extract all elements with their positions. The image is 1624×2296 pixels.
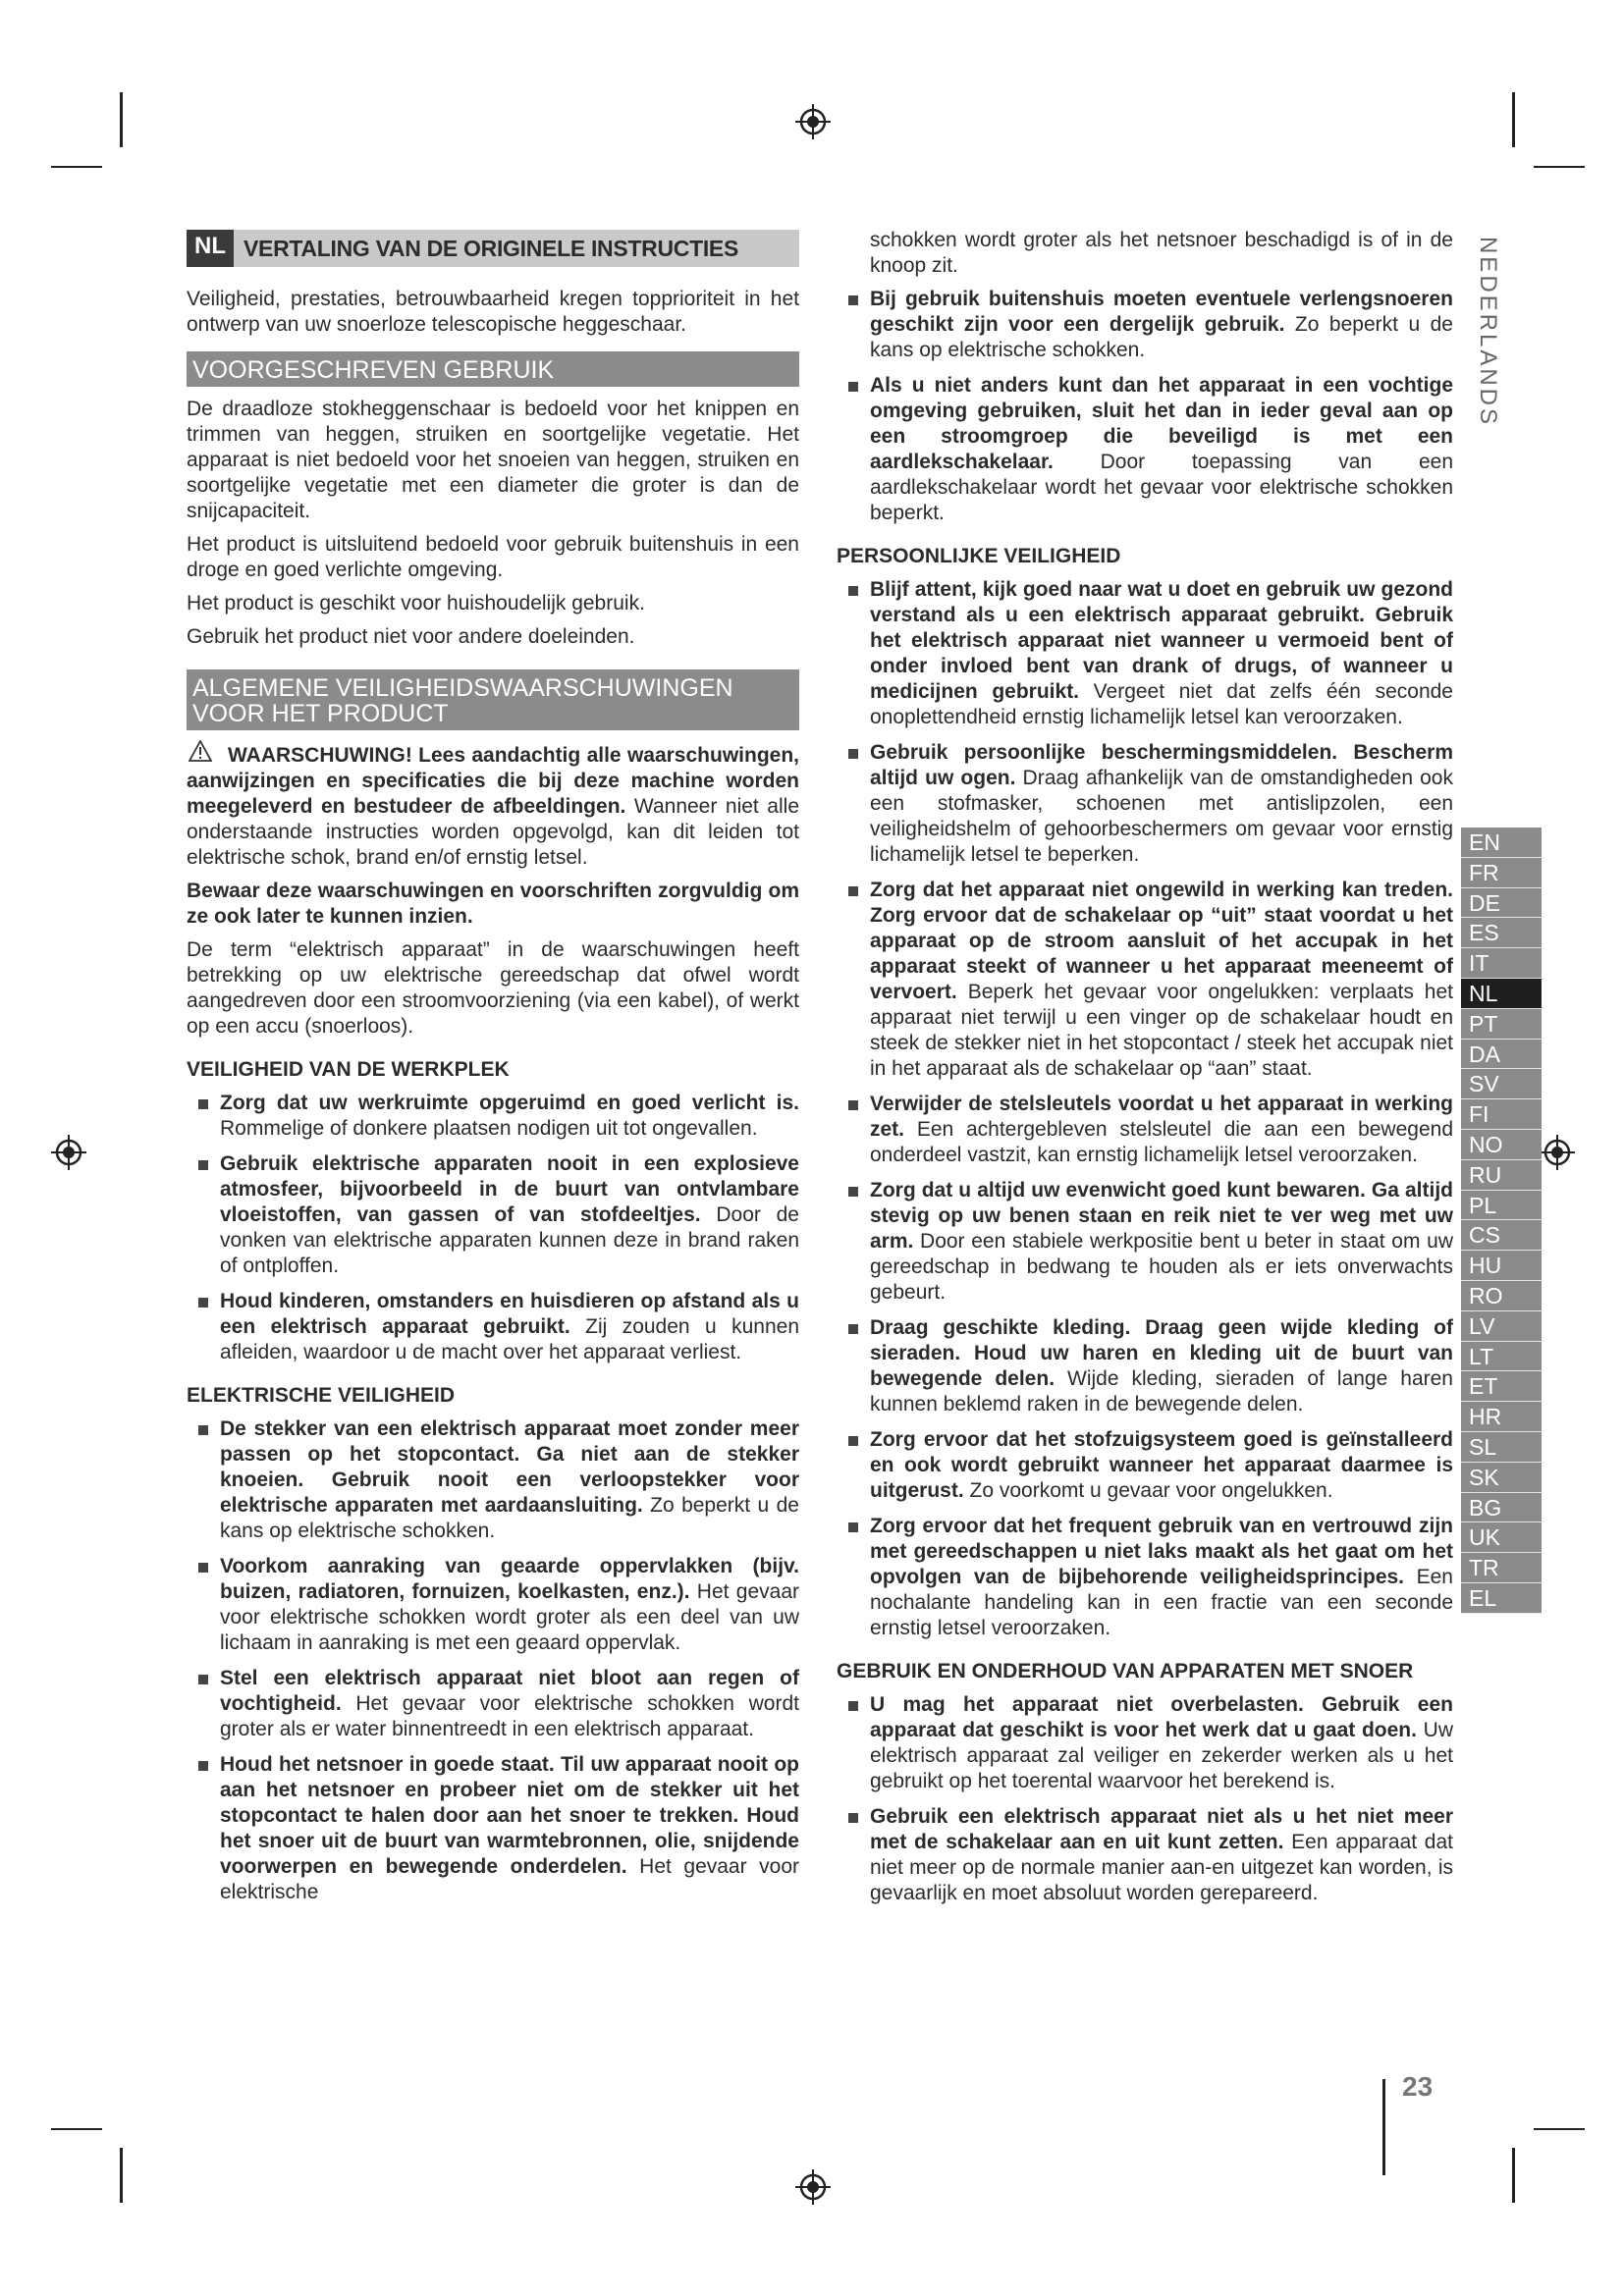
tab-uk[interactable]: UK (1461, 1522, 1542, 1553)
list-item-bold: Gebruik persoonlijke beschermingsmiddelen. Bescherm altijd uw ogen. (870, 741, 1453, 789)
registration-mark-icon (793, 102, 833, 141)
list-item-text: Draag afhankelijk van de omstandigheden ook een stofmasker, schoenen met antislipzolen, een veiligheidshelm of gehoorbeschermers om gevaar voor ernstig lichamelijk letsel te beperken. (870, 767, 1453, 866)
list-item-text: Rommelige of donkere plaatsen nodigen uit tot ongevallen. (220, 1117, 758, 1140)
tab-tr[interactable]: TR (1461, 1553, 1542, 1583)
left-column (187, 230, 799, 1915)
tab-hr[interactable]: HR (1461, 1402, 1542, 1432)
page-number-divider (1382, 2079, 1385, 2175)
tab-it[interactable]: IT (1461, 948, 1542, 979)
list-item-bold: Houd het netsnoer in goede staat. Til uw apparaat nooit op aan het netsnoer en probeer niet om de stekker uit het stopcontact te halen door aan het snoer te trekken. Houd het snoer uit de buurt van warmtebronnen, olie, snijdende voorwerpen en bewegende onderdelen. (220, 1753, 799, 1878)
use-paragraph: Het product is uitsluitend bedoeld voor gebruik buitenshuis in een droge en goed verlichte omgeving. (187, 533, 799, 581)
list-item-text: Uw elektrisch apparaat zal veiliger en zekerder werken als u het gebruikt op het toerental waarvoor het berekend is. (870, 1719, 1453, 1792)
list-item (870, 1804, 1453, 1906)
tab-fi[interactable]: FI (1461, 1099, 1542, 1130)
tab-hu[interactable]: HU (1461, 1251, 1542, 1281)
list-item-text: Het gevaar voor elektrische (220, 1855, 800, 1903)
tab-en[interactable]: EN (1461, 828, 1542, 858)
list-item-bold: Bij gebruik buitenshuis moeten eventuele verlengsnoeren geschikt zijn voor een dergelijk gebruik. (870, 288, 1453, 336)
tab-sl[interactable]: SL (1461, 1432, 1542, 1463)
tab-sk[interactable]: SK (1461, 1463, 1542, 1493)
list-item-text: Door toepassing van een aardlekschakelaar wordt het gevaar voor elektrische schokken beperkt. (870, 451, 1453, 524)
tab-cs[interactable]: CS (1461, 1220, 1542, 1251)
list-item-text: Vergeet niet dat zelfs één seconde onoplettendheid ernstig lichamelijk letsel kan veroorzaken. (870, 680, 1453, 728)
list-item (870, 878, 1453, 1082)
tab-lt[interactable]: LT (1461, 1342, 1542, 1372)
list-item-bold: Zorg ervoor dat het frequent gebruik van en vertrouwd zijn met gereedschappen u niet laks maakt als het gaat om het opvolgen van de bijbehorende veiligheidsprincipes. (870, 1515, 1453, 1588)
term-definition: De term “elektrisch apparaat” in de waarschuwingen heeft betrekking op uw elektrische gereedschap dat ofwel wordt aangedreven door een stroomvoorziening (via een kabel), of werkt op een accu (snoerloos). (187, 938, 799, 1038)
tab-pl[interactable]: PL (1461, 1191, 1542, 1221)
crop-mark (120, 92, 123, 147)
list-item-bold: Gebruik elektrische apparaten nooit in een explosieve atmosfeer, bijvoorbeeld in de buurt van ontvlambare vloeistoffen, van gassen of van stofdeeltjes. (220, 1152, 799, 1226)
list-item-text: Zij zouden u kunnen afleiden, waardoor u de macht over het apparaat verliest. (220, 1315, 799, 1363)
side-language-label (1471, 234, 1504, 430)
registration-mark-icon (49, 1133, 88, 1172)
tab-bg[interactable]: BG (1461, 1493, 1542, 1523)
list-item-bold: Stel een elektrisch apparaat niet bloot aan regen of vochtigheid. (220, 1667, 799, 1715)
list-item (870, 577, 1453, 730)
tab-el[interactable]: EL (1461, 1583, 1542, 1614)
list-item-text: Het gevaar voor elektrische schokken wordt groter als er water binnentreedt in een elektrisch apparaat. (220, 1692, 799, 1740)
list-item-bold: Zorg ervoor dat het stofzuigsysteem goed is geïnstalleerd en ook wordt gebruikt wanneer het apparaat daarmee is uitgerust. (870, 1428, 1453, 1502)
tab-lv[interactable]: LV (1461, 1311, 1542, 1342)
crop-mark (1534, 2128, 1585, 2130)
side-language-label-text: NEDERLANDS (1475, 236, 1501, 428)
list-item (870, 1427, 1453, 1504)
crop-mark (1512, 2148, 1515, 2203)
list-item (870, 1315, 1453, 1417)
warning-paragraph (187, 740, 799, 871)
list-item-bold: Voorkom aanraking van geaarde oppervlakken (bijv. buizen, radiatoren, fornuizen, koelkasten, enz.). (220, 1555, 799, 1603)
warning-triangle-icon (187, 740, 214, 769)
tab-es[interactable]: ES (1461, 918, 1542, 948)
document-title: VERTALING VAN DE ORIGINELE INSTRUCTIES (244, 236, 739, 261)
section-heading-line: VOOR HET PRODUCT (192, 700, 449, 727)
intro-text: Veiligheid, prestaties, betrouwbaarheid kregen topprioriteit in het ontwerp van uw snoerloze telescopische heggeschaar. (187, 288, 799, 336)
electrical-heading: ELEKTRISCHE VEILIGHEID (187, 1384, 456, 1407)
list-item-bold: Blijf attent, kijk goed naar wat u doet en gebruik uw gezond verstand als u een elektrisch apparaat gebruikt. Gebruik het elektrisch apparaat niet wanneer u vermoeid bent of onder invloed bent van drank of drugs, of wanneer u medicijnen gebruikt. (870, 578, 1453, 703)
list-item-bold: Zorg dat u altijd uw evenwicht goed kunt bewaren. Ga altijd stevig op uw benen staan en reik niet te ver weg met uw arm. (870, 1179, 1453, 1253)
right-column (837, 228, 1453, 1916)
section-heading-line: ALGEMENE VEILIGHEIDSWAARSCHUWINGEN (192, 674, 733, 702)
personal-heading: PERSOONLIJKE VEILIGHEID (837, 545, 1121, 567)
tab-sv[interactable]: SV (1461, 1069, 1542, 1099)
list-item-bold: Verwijder de stelsleutels voordat u het apparaat in werking zet. (870, 1093, 1453, 1141)
use-paragraph: Het product is geschikt voor huishoudelijk gebruik. (187, 592, 645, 614)
list-item-text: Het gevaar voor elektrische schokken wordt groter als een deel van uw lichaam in aanraking is met een geaard oppervlak. (220, 1580, 799, 1654)
list-item-text: Een achtergebleven stelsleutel die aan een bewegend onderdeel vastzit, kan ernstig lichamelijk letsel veroorzaken. (870, 1118, 1453, 1166)
list-item-bold: Draag geschikte kleding. Draag geen wijde kleding of sieraden. Houd uw haren en kleding uit de buurt van bewegende delen. (870, 1316, 1453, 1390)
list-item (220, 1416, 799, 1544)
list-item-bold: Zorg dat het apparaat niet ongewild in werking kan treden. Zorg ervoor dat de schakelaar op “uit” staat voordat u het apparaat op de stroom aansluit of het accupak in het apparaat steekt of wanneer u het apparaat meeneemt of vervoert. (870, 879, 1453, 1003)
list-item (870, 1692, 1453, 1794)
tab-pt[interactable]: PT (1461, 1009, 1542, 1040)
use-paragraph: De draadloze stokheggenschaar is bedoeld voor het knippen en trimmen van heggen, struiken en soortgelijke vegetatie. Het apparaat is niet bedoeld voor het snoeien van heggen, struiken en soortgelijke vegetatie met een diameter die groter is dan de snijcapaciteit. (187, 398, 799, 522)
crop-mark (51, 2128, 102, 2130)
list-item (870, 1092, 1453, 1168)
warning-text: Wanneer niet alle onderstaande instructies worden opgevolgd, kan dit leiden tot elektrische schok, brand en/of ernstig letsel. (187, 795, 799, 869)
list-item (220, 1151, 799, 1279)
list-item-text: Door de vonken van elektrische apparaten kunnen deze in brand raken of ontploffen. (220, 1203, 799, 1277)
list-item-bold: Zorg dat uw werkruimte opgeruimd en goed verlicht is. (220, 1092, 799, 1114)
tab-no[interactable]: NO (1461, 1130, 1542, 1160)
list-item (870, 373, 1453, 526)
list-item (870, 1514, 1453, 1641)
tab-et[interactable]: ET (1461, 1371, 1542, 1402)
workplace-heading: VEILIGHEID VAN DE WERKPLEK (187, 1058, 510, 1081)
list-item-bold: Gebruik een elektrisch apparaat niet als u het niet meer met de schakelaar aan en uit kunt zetten. (870, 1805, 1453, 1853)
list-item-text: Wijde kleding, sieraden of lange haren kunnen beklemd raken in de bewegende delen. (870, 1367, 1453, 1415)
tab-ro[interactable]: RO (1461, 1281, 1542, 1311)
list-item (220, 1666, 799, 1742)
list-item-bold: De stekker van een elektrisch apparaat moet zonder meer passen op het stopcontact. Ga niet aan de stekker knoeien. Gebruik nooit een verloopstekker voor elektrische apparaten met aardaansluiting. (220, 1417, 799, 1517)
list-item (220, 1752, 799, 1905)
list-item (870, 1178, 1453, 1306)
corded-heading: GEBRUIK EN ONDERHOUD VAN APPARATEN MET SNOER (837, 1660, 1414, 1682)
list-item-text: Zo beperkt u de kans op elektrische schokken. (220, 1494, 799, 1542)
list-item-text: Een apparaat dat niet meer op de normale manier aan-en uitgezet kan worden, is gevaarlijk en moet absoluut worden gerepareerd. (870, 1831, 1454, 1904)
section-heading-general (187, 669, 799, 730)
use-paragraph: Gebruik het product niet voor andere doeleinden. (187, 625, 635, 648)
crop-mark (51, 166, 102, 168)
tab-fr[interactable]: FR (1461, 858, 1542, 888)
list-item-text: Zo beperkt u de kans op elektrische schokken. (870, 313, 1453, 361)
list-item-bold: Houd kinderen, omstanders en huisdieren op afstand als u een elektrisch apparaat gebruikt. (220, 1290, 799, 1338)
list-item-bold: U mag het apparaat niet overbelasten. Gebruik een apparaat dat geschikt is voor het werk dat u gaat doen. (870, 1693, 1453, 1741)
registration-mark-icon (793, 2167, 833, 2207)
list-item-text: Beperk het gevaar voor ongelukken: verplaats het apparaat niet terwijl u een vinger op de schakelaar houdt en steek de stekker niet in het stopcontact / steek het accupak niet in het apparaat als de schakelaar op “aan” staat. (870, 981, 1453, 1080)
crop-mark (1512, 92, 1515, 147)
list-item (220, 1091, 799, 1142)
continuation-text: schokken wordt groter als het netsnoer beschadigd is of in de knoop zit. (870, 229, 1453, 277)
tab-da[interactable]: DA (1461, 1040, 1542, 1070)
list-item (870, 740, 1453, 868)
crop-mark (120, 2148, 123, 2203)
language-badge: NL (187, 230, 234, 267)
crop-mark (1534, 166, 1585, 168)
tab-nl[interactable]: NL (1461, 979, 1542, 1009)
section-heading-use: VOORGESCHREVEN GEBRUIK (187, 351, 799, 387)
list-item-text: Zo voorkomt u gevaar voor ongelukken. (963, 1479, 1333, 1502)
registration-mark-icon (1538, 1133, 1577, 1172)
language-tabs (1461, 828, 1542, 1614)
list-item (220, 1554, 799, 1656)
tab-de[interactable]: DE (1461, 888, 1542, 919)
list-item-text: Een nochalante handeling kan in een fractie van een seconde ernstig letsel veroorzaken. (870, 1566, 1453, 1639)
keep-instructions: Bewaar deze waarschuwingen en voorschriften zorgvuldig om ze ook later te kunnen inzien. (187, 880, 799, 928)
warning-bold: WAARSCHUWING! Lees aandachtig alle waarschuwingen, aanwijzingen en specificaties die bij deze machine worden meegeleverd en bestudeer de afbeeldingen. (187, 744, 799, 818)
list-item-text: Door een stabiele werkpositie bent u beter in staat om uw gereedschap in bedwang te houden als er iets onverwachts gebeurt. (870, 1230, 1453, 1304)
list-item-bold: Als u niet anders kunt dan het apparaat in een vochtige omgeving gebruiken, sluit het dan in ieder geval aan op een stroomgroep die beveiligd is met een aardlekschakelaar. (870, 374, 1453, 473)
page-number: 23 (1402, 2071, 1434, 2102)
list-item (220, 1289, 799, 1365)
tab-ru[interactable]: RU (1461, 1160, 1542, 1191)
list-item (870, 287, 1453, 363)
document-header (187, 230, 799, 267)
